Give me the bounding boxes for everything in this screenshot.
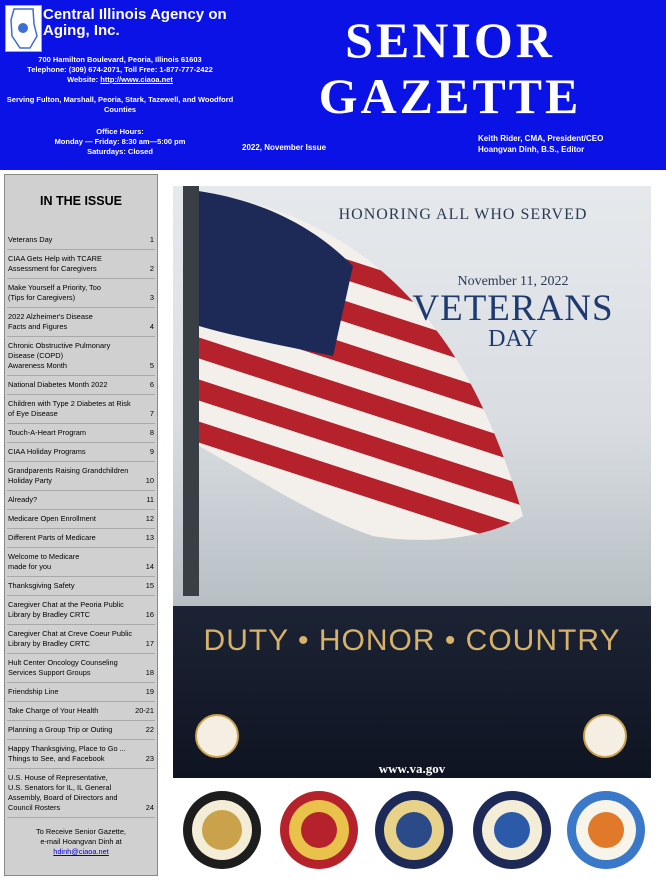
staff-editor: Hoangvan Dinh, B.S., Editor: [478, 145, 585, 154]
toc-item-title: Council Rosters: [8, 803, 61, 812]
toc-item-leader: [8, 514, 154, 524]
toc-item[interactable]: [7, 548, 155, 577]
telephone: Telephone: (309) 674-2071, Toll Free: 1-877-777-2422: [27, 65, 213, 74]
veterans-day-poster: [173, 186, 651, 778]
toc-item-leader: [8, 581, 154, 591]
toc-item[interactable]: [7, 443, 155, 462]
table-of-contents: [4, 174, 158, 876]
toc-item-page: 13: [145, 533, 154, 542]
toc-item-title: Friendship Line: [8, 687, 59, 696]
toc-item-title-line: Caregiver Chat at Creve Coeur Public: [8, 629, 133, 638]
toc-item-page: 10: [145, 476, 154, 485]
toc-item-page: 24: [145, 803, 154, 812]
toc-item-page: 14: [145, 562, 154, 571]
office-hours-weekday: Monday — Friday: 8:30 am—5:00 pm: [54, 137, 186, 146]
toc-item[interactable]: [7, 491, 155, 510]
masthead: [0, 0, 666, 170]
toc-item-title: Holiday Party: [8, 476, 52, 485]
va-seal-icon: [583, 714, 627, 758]
toc-item-title: Touch-A-Heart Program: [8, 428, 87, 437]
toc-item[interactable]: [7, 376, 155, 395]
toc-item-title-line: Caregiver Chat at the Peoria Public: [8, 600, 124, 609]
toc-item-title: Services Support Groups: [8, 668, 91, 677]
toc-item[interactable]: [7, 596, 155, 625]
toc-item[interactable]: [7, 231, 155, 250]
toc-item-page: 6: [149, 380, 154, 389]
toc-item-title: made for you: [8, 562, 52, 571]
title-senior: SENIOR: [345, 12, 555, 68]
toc-item-leader: [8, 725, 154, 735]
coast-guard-seal-icon: [565, 789, 647, 871]
toc-item-leader: [8, 447, 154, 457]
toc-item-title-line: Happy Thanksgiving, Place to Go ...: [8, 744, 126, 753]
toc-item-page: 16: [145, 610, 154, 619]
poster-date: November 11, 2022: [457, 274, 569, 289]
toc-item-page: 1: [149, 235, 154, 244]
toc-item-title-line: Grandparents Raising Grandchildren: [8, 466, 129, 475]
toc-item-page: 4: [149, 322, 154, 331]
agency-logo: [5, 5, 42, 52]
toc-item-page: 2: [149, 264, 154, 273]
toc-item-title: Veterans Day: [8, 235, 53, 244]
toc-item-title: Library by Bradley CRTC: [8, 610, 91, 619]
toc-item-leader: [8, 264, 154, 274]
toc-item-title-line: U.S. Senators for IL, IL General: [8, 783, 112, 792]
toc-item-page: 7: [149, 409, 154, 418]
toc-item-leader: [8, 610, 154, 620]
toc-item-leader: [8, 322, 154, 332]
toc-item-title-line: Children with Type 2 Diabetes at Risk: [8, 399, 131, 408]
toc-item-title: Assessment for Caregivers: [8, 264, 97, 273]
toc-item-title-line: CIAA Gets Help with TCARE: [8, 254, 102, 263]
toc-item-page: 23: [145, 754, 154, 763]
subscribe-line-1: To Receive Senior Gazette,: [36, 827, 126, 836]
toc-item-title: Take Charge of Your Health: [8, 706, 99, 715]
staff-president: Keith Rider, CMA, President/CEO: [478, 134, 604, 143]
toc-item-title: (Tips for Caregivers): [8, 293, 76, 302]
toc-item[interactable]: [7, 462, 155, 491]
toc-item[interactable]: [7, 395, 155, 424]
toc-item[interactable]: [7, 424, 155, 443]
toc-item-leader: [8, 380, 154, 390]
toc-item-title: Awareness Month: [8, 361, 68, 370]
website-label: Website:: [67, 75, 99, 84]
toc-item-leader: [8, 562, 154, 572]
toc-item-title-line: Chronic Obstructive Pulmonary: [8, 341, 111, 350]
poster-url: www.va.gov: [378, 761, 446, 776]
toc-item-leader: [8, 706, 154, 716]
toc-item[interactable]: [7, 683, 155, 702]
army-seal-icon: [181, 789, 263, 871]
toc-item-leader: [8, 409, 154, 419]
toc-item-title: Different Parts of Medicare: [8, 533, 96, 542]
toc-item[interactable]: [7, 510, 155, 529]
toc-item[interactable]: [7, 337, 155, 376]
american-flag-image: [173, 186, 651, 606]
toc-item-leader: [8, 754, 154, 764]
toc-item-title-line: Assembly, Board of Directors and: [8, 793, 118, 802]
toc-item-page: 8: [149, 428, 154, 437]
poster-tagline: HONORING ALL WHO SERVED: [338, 206, 588, 223]
staff-credits: [478, 133, 603, 155]
toc-item[interactable]: [7, 721, 155, 740]
toc-item-title-line: Hult Center Oncology Counseling: [8, 658, 118, 667]
toc-item-page: 11: [146, 495, 154, 504]
veterans-day-committee-seal-icon: [195, 714, 239, 758]
serving-counties: Serving Fulton, Marshall, Peoria, Stark, Tazewell, and Woodford Counties: [6, 95, 234, 114]
toc-item-title-line: U.S. House of Representative,: [8, 773, 108, 782]
toc-item-leader: [8, 428, 154, 438]
toc-item-title-line: 2022 Alzheimer's Disease: [8, 312, 93, 321]
website-link[interactable]: http://www.ciaoa.net: [100, 75, 173, 84]
address: 700 Hamilton Boulevard, Peoria, Illinois 61603: [38, 55, 202, 64]
toc-item-leader: [8, 361, 154, 371]
toc-list: [7, 231, 155, 818]
poster-veterans: VETERANS: [412, 288, 614, 329]
office-hours-title: Office Hours:: [96, 127, 144, 136]
toc-item-leader: [8, 687, 154, 697]
marine-corps-seal-icon: [278, 789, 360, 871]
issue-date: 2022, November Issue: [242, 143, 327, 152]
toc-item[interactable]: [7, 625, 155, 654]
toc-item-title: Medicare Open Enrollment: [8, 514, 96, 523]
air-force-seal-icon: [471, 789, 553, 871]
toc-item[interactable]: [7, 769, 155, 818]
toc-item-page: 22: [145, 725, 154, 734]
toc-item-page: 9: [149, 447, 154, 456]
editor-email-link[interactable]: hdinh@ciaoa.net: [53, 847, 109, 856]
toc-item[interactable]: [7, 740, 155, 769]
toc-item[interactable]: [7, 250, 155, 279]
office-hours-saturday: Saturdays: Closed: [87, 147, 153, 156]
toc-item-leader: [8, 476, 154, 486]
toc-item-page: 20-21: [135, 706, 154, 715]
toc-item-title: CIAA Holiday Programs: [8, 447, 86, 456]
toc-item-page: 19: [145, 687, 154, 696]
toc-heading: IN THE ISSUE: [40, 194, 122, 208]
toc-item-leader: [8, 533, 154, 543]
toc-item-page: 3: [149, 293, 154, 302]
toc-item-leader: [8, 803, 154, 813]
toc-item-leader: [8, 293, 154, 303]
toc-item-title: Things to See, and Facebook: [8, 754, 105, 763]
service-seals: [173, 784, 651, 876]
subscribe-note: [5, 827, 157, 857]
toc-item-page: 5: [149, 361, 154, 370]
toc-item-leader: [8, 235, 154, 245]
toc-item-title: Already?: [8, 495, 38, 504]
toc-item-page: 12: [145, 514, 154, 523]
toc-item-leader: [8, 668, 154, 678]
toc-item-page: 17: [145, 639, 154, 648]
poster-day: DAY: [488, 326, 538, 352]
toc-item[interactable]: [7, 654, 155, 683]
toc-item[interactable]: [7, 279, 155, 308]
toc-item-page: 18: [145, 668, 154, 677]
toc-item[interactable]: [7, 577, 155, 596]
toc-item-leader: [8, 495, 154, 505]
toc-item-page: 15: [145, 581, 154, 590]
toc-item-title: National Diabetes Month 2022: [8, 380, 108, 389]
org-name: Central Illinois Agency on Aging, Inc.: [43, 6, 227, 39]
toc-item-title: Thanksgiving Safety: [8, 581, 75, 590]
navy-seal-icon: [373, 789, 455, 871]
toc-item-title-line: Make Yourself a Priority, Too: [8, 283, 101, 292]
toc-item[interactable]: [7, 308, 155, 337]
toc-item-title-line: Welcome to Medicare: [8, 552, 80, 561]
toc-item-title: Facts and Figures: [8, 322, 68, 331]
toc-item[interactable]: [7, 529, 155, 548]
title-gazette: GAZETTE: [318, 68, 582, 124]
subscribe-line-2: e-mail Hoangvan Dinh at: [40, 837, 122, 846]
website-line: [0, 75, 240, 85]
toc-item-title-line: Disease (COPD): [8, 351, 64, 360]
toc-item-title: of Eye Disease: [8, 409, 58, 418]
toc-item-leader: [8, 639, 154, 649]
poster-motto: DUTY • HONOR • COUNTRY: [203, 624, 621, 657]
toc-item[interactable]: [7, 702, 155, 721]
toc-item-title: Planning a Group Trip or Outing: [8, 725, 113, 734]
toc-item-title: Library by Bradley CRTC: [8, 639, 91, 648]
